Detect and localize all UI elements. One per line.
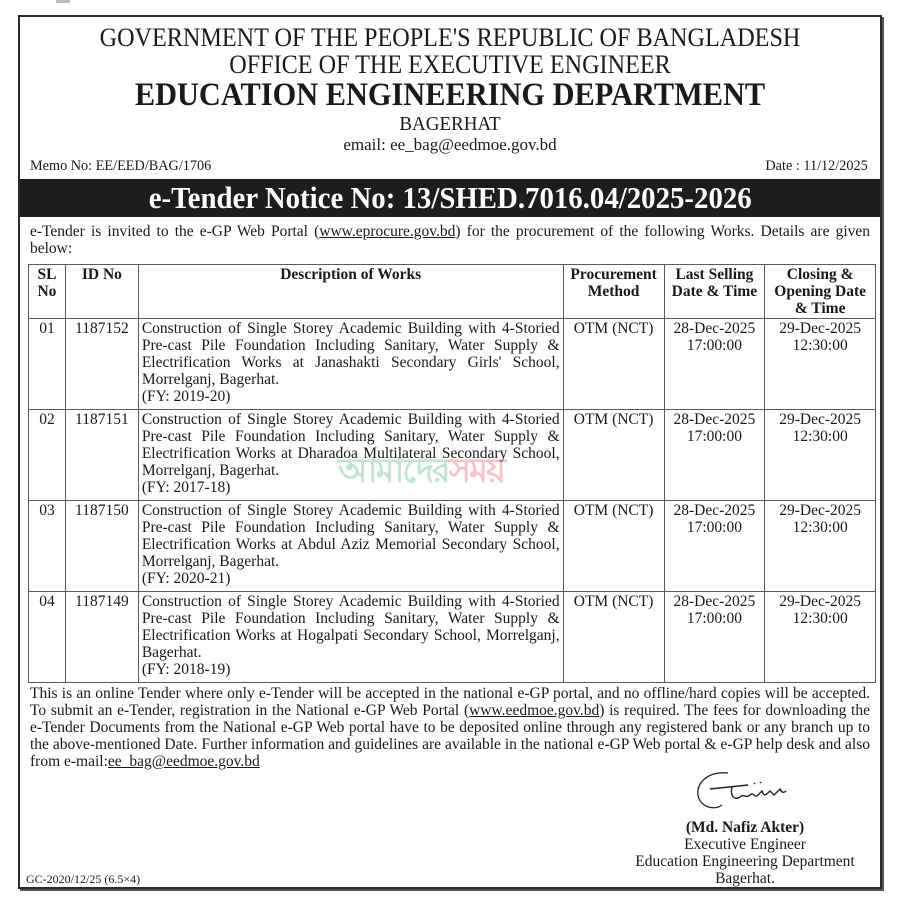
cell-closing (765, 319, 876, 410)
description-text: Construction of Single Storey Academic Building with 4-Storied Pre-cast Pile Foundation Including Sanitary, Water Supply & Electrification Works at Janashakti Secondary Girls' School, Morrelganj, Bagerhat. (141, 320, 560, 388)
cell-id: 1187150 (65, 501, 138, 592)
office-heading: OFFICE OF THE EXECUTIVE ENGINEER (229, 50, 671, 79)
fiscal-year: (FY: 2017-18) (141, 479, 231, 496)
cell-procurement: OTM (NCT) (563, 592, 664, 683)
description-text: Construction of Single Storey Academic Building with 4-Storied Pre-cast Pile Foundation Including Sanitary, Water Supply & Electrification Works at Hogalpati Secondary School, Morrelganj, Bagerhat. (141, 593, 560, 661)
notice-date: Date : 11/12/2025 (765, 158, 868, 174)
header-closing-opening: Closing & Opening Date & Time (765, 265, 876, 319)
cell-procurement: OTM (NCT) (563, 319, 664, 410)
email-link[interactable]: ee_bag@eedmoe.gov.bd (107, 753, 260, 770)
signer-location: Bagerhat. (715, 870, 775, 887)
scan-artifact (56, 0, 70, 3)
closing-time: 12:30:00 (792, 519, 848, 536)
cell-closing (765, 501, 876, 592)
district-heading: BAGERHAT (399, 113, 501, 135)
signer-title: Executive Engineer (684, 836, 806, 853)
table-row (29, 592, 876, 683)
fiscal-year: (FY: 2019-20) (141, 388, 231, 405)
signature-icon (688, 765, 808, 817)
closing-time: 12:30:00 (792, 610, 848, 627)
cell-description (138, 319, 563, 410)
cell-sl: 04 (29, 592, 66, 683)
works-table (28, 264, 876, 683)
cell-description (138, 592, 563, 683)
footer-text-2: ) is required. The fees for downloading the e-Tender Documents from the National e-GP Web portal have to be deposited online through any registered bank or any branch up to the above-mentioned Date. Further information and guidelines are available in the national e-GP Web portal & e-GP help desk and also from e-mail: (30, 702, 870, 770)
footer-text-1: This is an online Tender where only e-Tender will be accepted in the national e-GP portal, and no offline/hard copies will be accepted. To submit an e-Tender, registration in the National e-GP Web Portal ( (30, 685, 870, 719)
intro-paragraph (30, 223, 870, 257)
last-selling-date: 28-Dec-2025 (673, 411, 756, 428)
notice-frame (18, 15, 882, 889)
memo-number: Memo No: EE/EED/BAG/1706 (30, 158, 212, 174)
last-selling-date: 28-Dec-2025 (673, 593, 756, 610)
watermark-part-green: আমাদের (338, 453, 449, 490)
header-last-selling: Last Selling Date & Time (664, 265, 765, 319)
fiscal-year: (FY: 2018-19) (141, 661, 231, 678)
cell-id: 1187151 (65, 410, 138, 501)
eedmoe-link[interactable]: www.eedmoe.gov.bd (469, 702, 600, 719)
cell-last-selling (664, 592, 765, 683)
cell-last-selling (664, 410, 765, 501)
fiscal-year: (FY: 2020-21) (141, 570, 231, 587)
cell-closing (765, 410, 876, 501)
cell-description (138, 501, 563, 592)
signer-department: Education Engineering Department (635, 853, 855, 870)
last-selling-date: 28-Dec-2025 (673, 320, 756, 337)
watermark-part-red: সময় (448, 453, 504, 490)
department-heading: EDUCATION ENGINEERING DEPARTMENT (134, 77, 766, 113)
intro-text-after: ) for the procurement of the following Works. Details are given below: (30, 223, 871, 257)
closing-time: 12:30:00 (792, 337, 848, 354)
cell-sl: 02 (29, 410, 66, 501)
gc-code: GC-2020/12/25 (6.5×4) (26, 872, 141, 886)
cell-procurement: OTM (NCT) (563, 501, 664, 592)
closing-date: 29-Dec-2025 (779, 411, 862, 428)
closing-date: 29-Dec-2025 (779, 502, 862, 519)
header-id: ID No (65, 265, 138, 319)
cell-description (138, 410, 563, 501)
intro-text-before: e-Tender is invited to the e-GP Web Portal ( (30, 223, 320, 240)
last-selling-time: 17:00:00 (686, 337, 742, 354)
email-line: email: ee_bag@eedmoe.gov.bd (343, 135, 557, 154)
table-row (29, 319, 876, 410)
notice-title: e-Tender Notice No: 13/SHED.7016.04/2025-2026 (148, 180, 752, 215)
header-sl: SL No (29, 265, 66, 319)
table-header-row (29, 265, 876, 319)
notice-title-banner (20, 179, 880, 217)
cell-sl: 03 (29, 501, 66, 592)
last-selling-time: 17:00:00 (686, 519, 742, 536)
cell-last-selling (664, 501, 765, 592)
table-row (29, 501, 876, 592)
last-selling-time: 17:00:00 (686, 610, 742, 627)
eprocure-link[interactable]: www.eprocure.gov.bd (319, 223, 456, 240)
header-description: Description of Works (138, 265, 563, 319)
description-text: Construction of Single Storey Academic Building with 4-Storied Pre-cast Pile Foundation Including Sanitary, Water Supply & Electrification Works at Dharadoa Multilateral Secondary School, Morrelganj, Bagerhat. (141, 411, 560, 479)
footer-paragraph (30, 685, 870, 770)
closing-date: 29-Dec-2025 (779, 593, 862, 610)
govt-heading: GOVERNMENT OF THE PEOPLE'S REPUBLIC OF BANGLADESH (99, 23, 801, 52)
table-row (29, 410, 876, 501)
cell-last-selling (664, 319, 765, 410)
signer-name: (Md. Nafiz Akter) (685, 819, 805, 836)
last-selling-date: 28-Dec-2025 (673, 502, 756, 519)
description-text: Construction of Single Storey Academic Building with 4-Storied Pre-cast Pile Foundation Including Sanitary, Water Supply & Electrification Works at Abdul Aziz Memorial Secondary School, Morrelganj, Bagerhat. (141, 502, 560, 570)
last-selling-time: 17:00:00 (686, 428, 742, 445)
signer-block (620, 819, 870, 887)
closing-time: 12:30:00 (792, 428, 848, 445)
header-procurement-method: Procurement Method (563, 265, 664, 319)
closing-date: 29-Dec-2025 (779, 320, 862, 337)
cell-sl: 01 (29, 319, 66, 410)
cell-closing (765, 592, 876, 683)
cell-id: 1187152 (65, 319, 138, 410)
cell-id: 1187149 (65, 592, 138, 683)
cell-procurement: OTM (NCT) (563, 410, 664, 501)
